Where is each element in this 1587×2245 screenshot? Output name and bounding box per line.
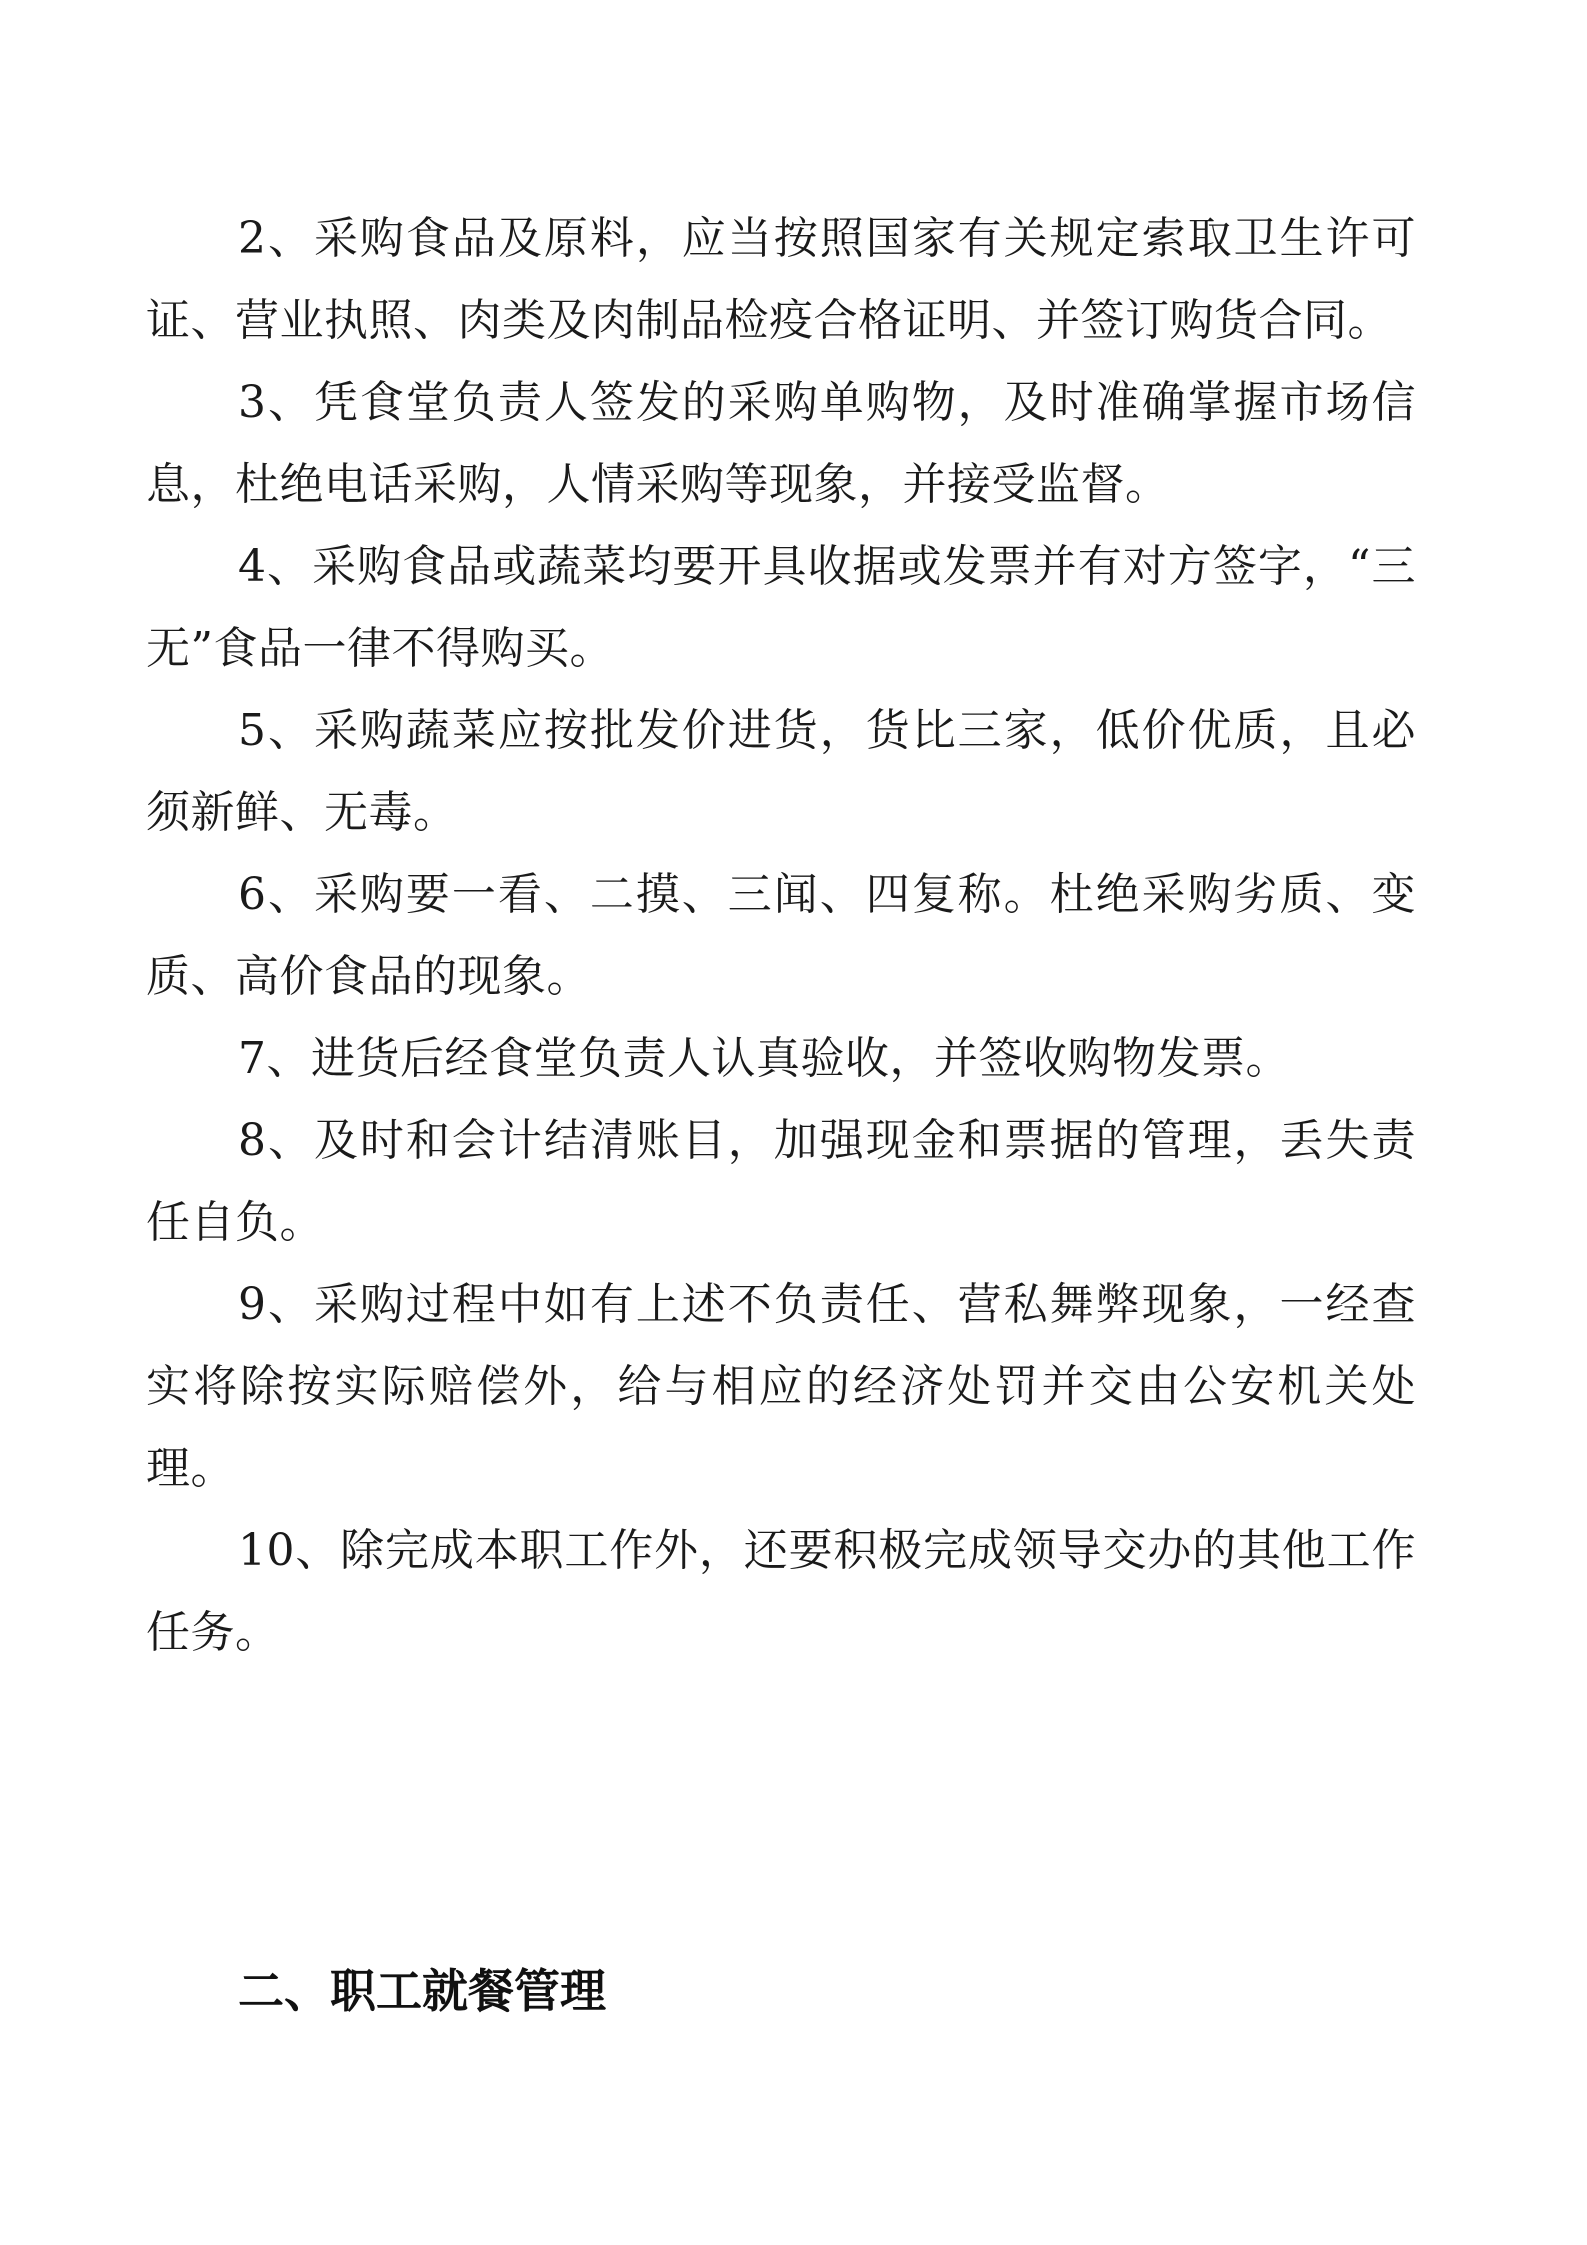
paragraph-item-9: 9、采购过程中如有上述不负责任、营私舞弊现象，一经查实将除按实际赔偿外，给与相应的经济处罚并交由公安机关处理。: [146, 1279, 1416, 1494]
paragraph-item-5: 5、采购蔬菜应按批发价进货，货比三家，低价优质，且必须新鲜、无毒。: [146, 705, 1416, 838]
paragraph-item-2: 2、采购食品及原料，应当按照国家有关规定索取卫生许可证、营业执照、肉类及肉制品检疫合格证明、并签订购货合同。: [146, 213, 1416, 346]
paragraph-item-8: 8、及时和会计结清账目，加强现金和票据的管理，丢失责任自负。: [146, 1115, 1416, 1248]
paragraph-item-4: 4、采购食品或蔬菜均要开具收据或发票并有对方签字，“三无”食品一律不得购买。: [146, 541, 1416, 674]
paragraph-item-7: 7、进货后经食堂负责人认真验收，并签收购物发票。: [238, 1033, 1290, 1084]
paragraph-item-10: 10、除完成本职工作外，还要积极完成领导交办的其他工作任务。: [146, 1525, 1416, 1658]
paragraph-item-6: 6、采购要一看、二摸、三闻、四复称。杜绝采购劣质、变质、高价食品的现象。: [146, 869, 1416, 1002]
document-body: [146, 198, 1416, 1674]
paragraph-item-3: 3、凭食堂负责人签发的采购单购物，及时准确掌握市场信息，杜绝电话采购，人情采购等现象，并接受监督。: [146, 377, 1416, 510]
section-heading: 二、职工就餐管理: [238, 1964, 606, 2018]
